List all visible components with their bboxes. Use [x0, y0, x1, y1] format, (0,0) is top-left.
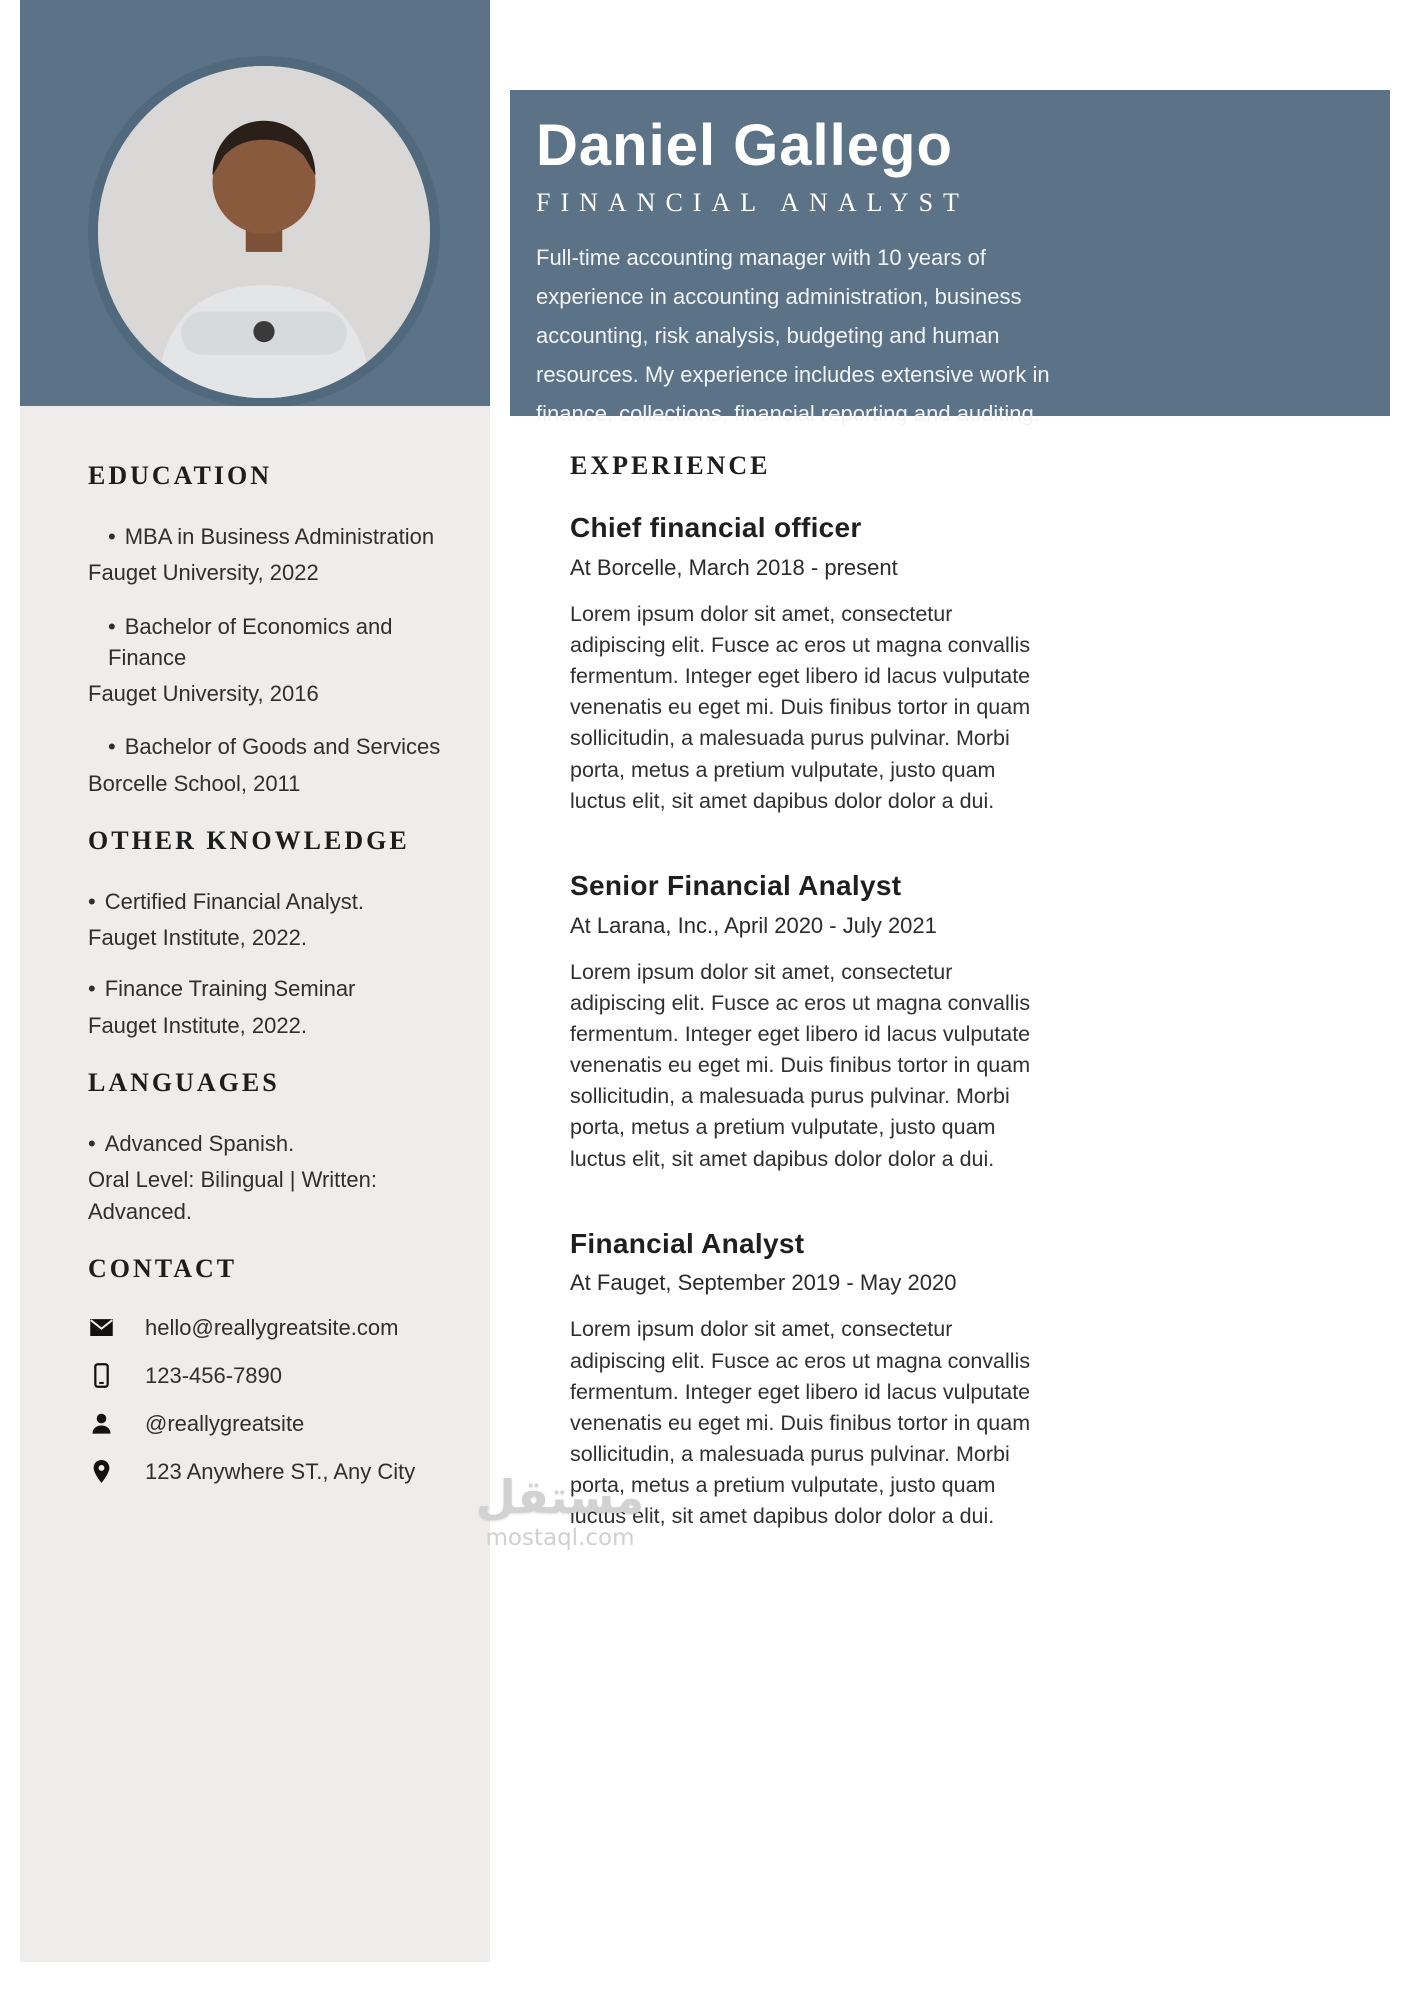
- left-sidebar: [20, 406, 490, 1962]
- languages-section: [88, 1067, 462, 1227]
- education-degree: • Bachelor of Goods and Services: [88, 731, 462, 762]
- education-heading: EDUCATION: [88, 461, 272, 490]
- profile-photo-illustration: [98, 66, 430, 398]
- knowledge-item: [88, 886, 462, 953]
- bullet-icon: •: [108, 613, 116, 639]
- contact-row: [88, 1314, 462, 1341]
- job-description: Lorem ipsum dolor sit amet, consectetur adipiscing elit. Fusce ac eros ut magna convallis fermentum. Integer eget libero id lacus vulputate venenatis eu eget mi. Duis finibus tortor in quam sollicitudin, a malesuada purus pulvinar. Morbi porta, metus a pretium vulputate, justo quam luctus elit, sit amet dapibus dolor dolor a dui.: [570, 1317, 1031, 1529]
- person-role: FINANCIAL ANALYST: [536, 187, 969, 217]
- language-detail: Oral Level: Bilingual | Written: Advanced.: [88, 1167, 377, 1224]
- education-school: Fauget University, 2022: [88, 560, 319, 586]
- contact-email: hello@reallygreatsite.com: [145, 1314, 399, 1340]
- bullet-icon: •: [108, 734, 116, 760]
- education-degree: • Bachelor of Economics and Finance: [88, 611, 462, 673]
- education-section: [88, 460, 462, 799]
- bullet-icon: •: [88, 1131, 96, 1157]
- job-description: Lorem ipsum dolor sit amet, consectetur adipiscing elit. Fusce ac eros ut magna convallis fermentum. Integer eget libero id lacus vulputate venenatis eu eget mi. Duis finibus tortor in quam sollicitudin, a malesuada purus pulvinar. Morbi porta, metus a pretium vulputate, justo quam luctus elit, sit amet dapibus dolor dolor a dui.: [570, 601, 1031, 813]
- bullet-icon: •: [108, 524, 116, 550]
- language-title: • Advanced Spanish.: [88, 1128, 462, 1159]
- job-title: Senior Financial Analyst: [570, 869, 902, 901]
- experience-section: [570, 450, 1048, 1585]
- contact-section: [88, 1253, 462, 1485]
- experience-heading: EXPERIENCE: [570, 451, 771, 480]
- contact-heading: CONTACT: [88, 1253, 238, 1283]
- watermark-arabic-text: مستقل: [475, 1470, 645, 1524]
- language-item: [88, 1128, 462, 1227]
- knowledge-title: • Finance Training Seminar: [88, 973, 462, 1004]
- header-accent-left: [20, 0, 490, 406]
- job-title: Chief financial officer: [570, 512, 862, 544]
- header: [510, 90, 1390, 427]
- other-knowledge-section: [88, 825, 462, 1041]
- mail-icon: [88, 1314, 115, 1341]
- person-name: Daniel Gallego: [536, 113, 953, 178]
- job-meta: At Larana, Inc., April 2020 - July 2021: [570, 912, 937, 938]
- phone-icon: [88, 1362, 115, 1389]
- contact-handle: @reallygreatsite: [145, 1410, 305, 1436]
- education-item: [88, 611, 462, 710]
- education-item: [88, 521, 462, 588]
- contact-row: [88, 1362, 462, 1389]
- knowledge-title: • Certified Financial Analyst.: [88, 886, 462, 917]
- watermark-site-text: mostaql.com: [485, 1524, 635, 1551]
- education-item: [88, 731, 462, 798]
- contact-phone: 123-456-7890: [145, 1362, 283, 1388]
- location-icon: [88, 1458, 115, 1485]
- job-entry: [570, 511, 1048, 817]
- education-degree: • MBA in Business Administration: [88, 521, 462, 552]
- contact-address: 123 Anywhere ST., Any City: [145, 1458, 416, 1484]
- bullet-icon: •: [88, 976, 96, 1002]
- job-meta: At Fauget, September 2019 - May 2020: [570, 1270, 957, 1296]
- contact-row: [88, 1410, 462, 1437]
- job-entry: [570, 869, 1048, 1175]
- job-title: Financial Analyst: [570, 1227, 805, 1259]
- languages-heading: LANGUAGES: [88, 1067, 280, 1097]
- profile-photo: [88, 56, 440, 408]
- education-school: Fauget University, 2016: [88, 681, 319, 707]
- job-meta: At Borcelle, March 2018 - present: [570, 554, 898, 580]
- other-knowledge-heading: OTHER KNOWLEDGE: [88, 825, 410, 855]
- job-entry: [570, 1227, 1048, 1533]
- knowledge-item: [88, 973, 462, 1040]
- education-school: Borcelle School, 2011: [88, 770, 301, 796]
- bullet-icon: •: [88, 889, 96, 915]
- contact-row: [88, 1458, 462, 1485]
- profile-summary: Full-time accounting manager with 10 years of experience in accounting administration, business accounting, risk analysis, budgeting and human resources. My experience includes extensive work in finance, collections, financial reporting and auditing.: [536, 244, 1050, 427]
- knowledge-org: Fauget Institute, 2022.: [88, 1012, 307, 1038]
- job-description: Lorem ipsum dolor sit amet, consectetur adipiscing elit. Fusce ac eros ut magna convallis fermentum. Integer eget libero id lacus vulputate venenatis eu eget mi. Duis finibus tortor in quam sollicitudin, a malesuada purus pulvinar. Morbi porta, metus a pretium vulputate, justo quam luctus elit, sit amet dapibus dolor dolor a dui.: [570, 959, 1031, 1171]
- user-icon: [88, 1410, 115, 1437]
- knowledge-org: Fauget Institute, 2022.: [88, 925, 307, 951]
